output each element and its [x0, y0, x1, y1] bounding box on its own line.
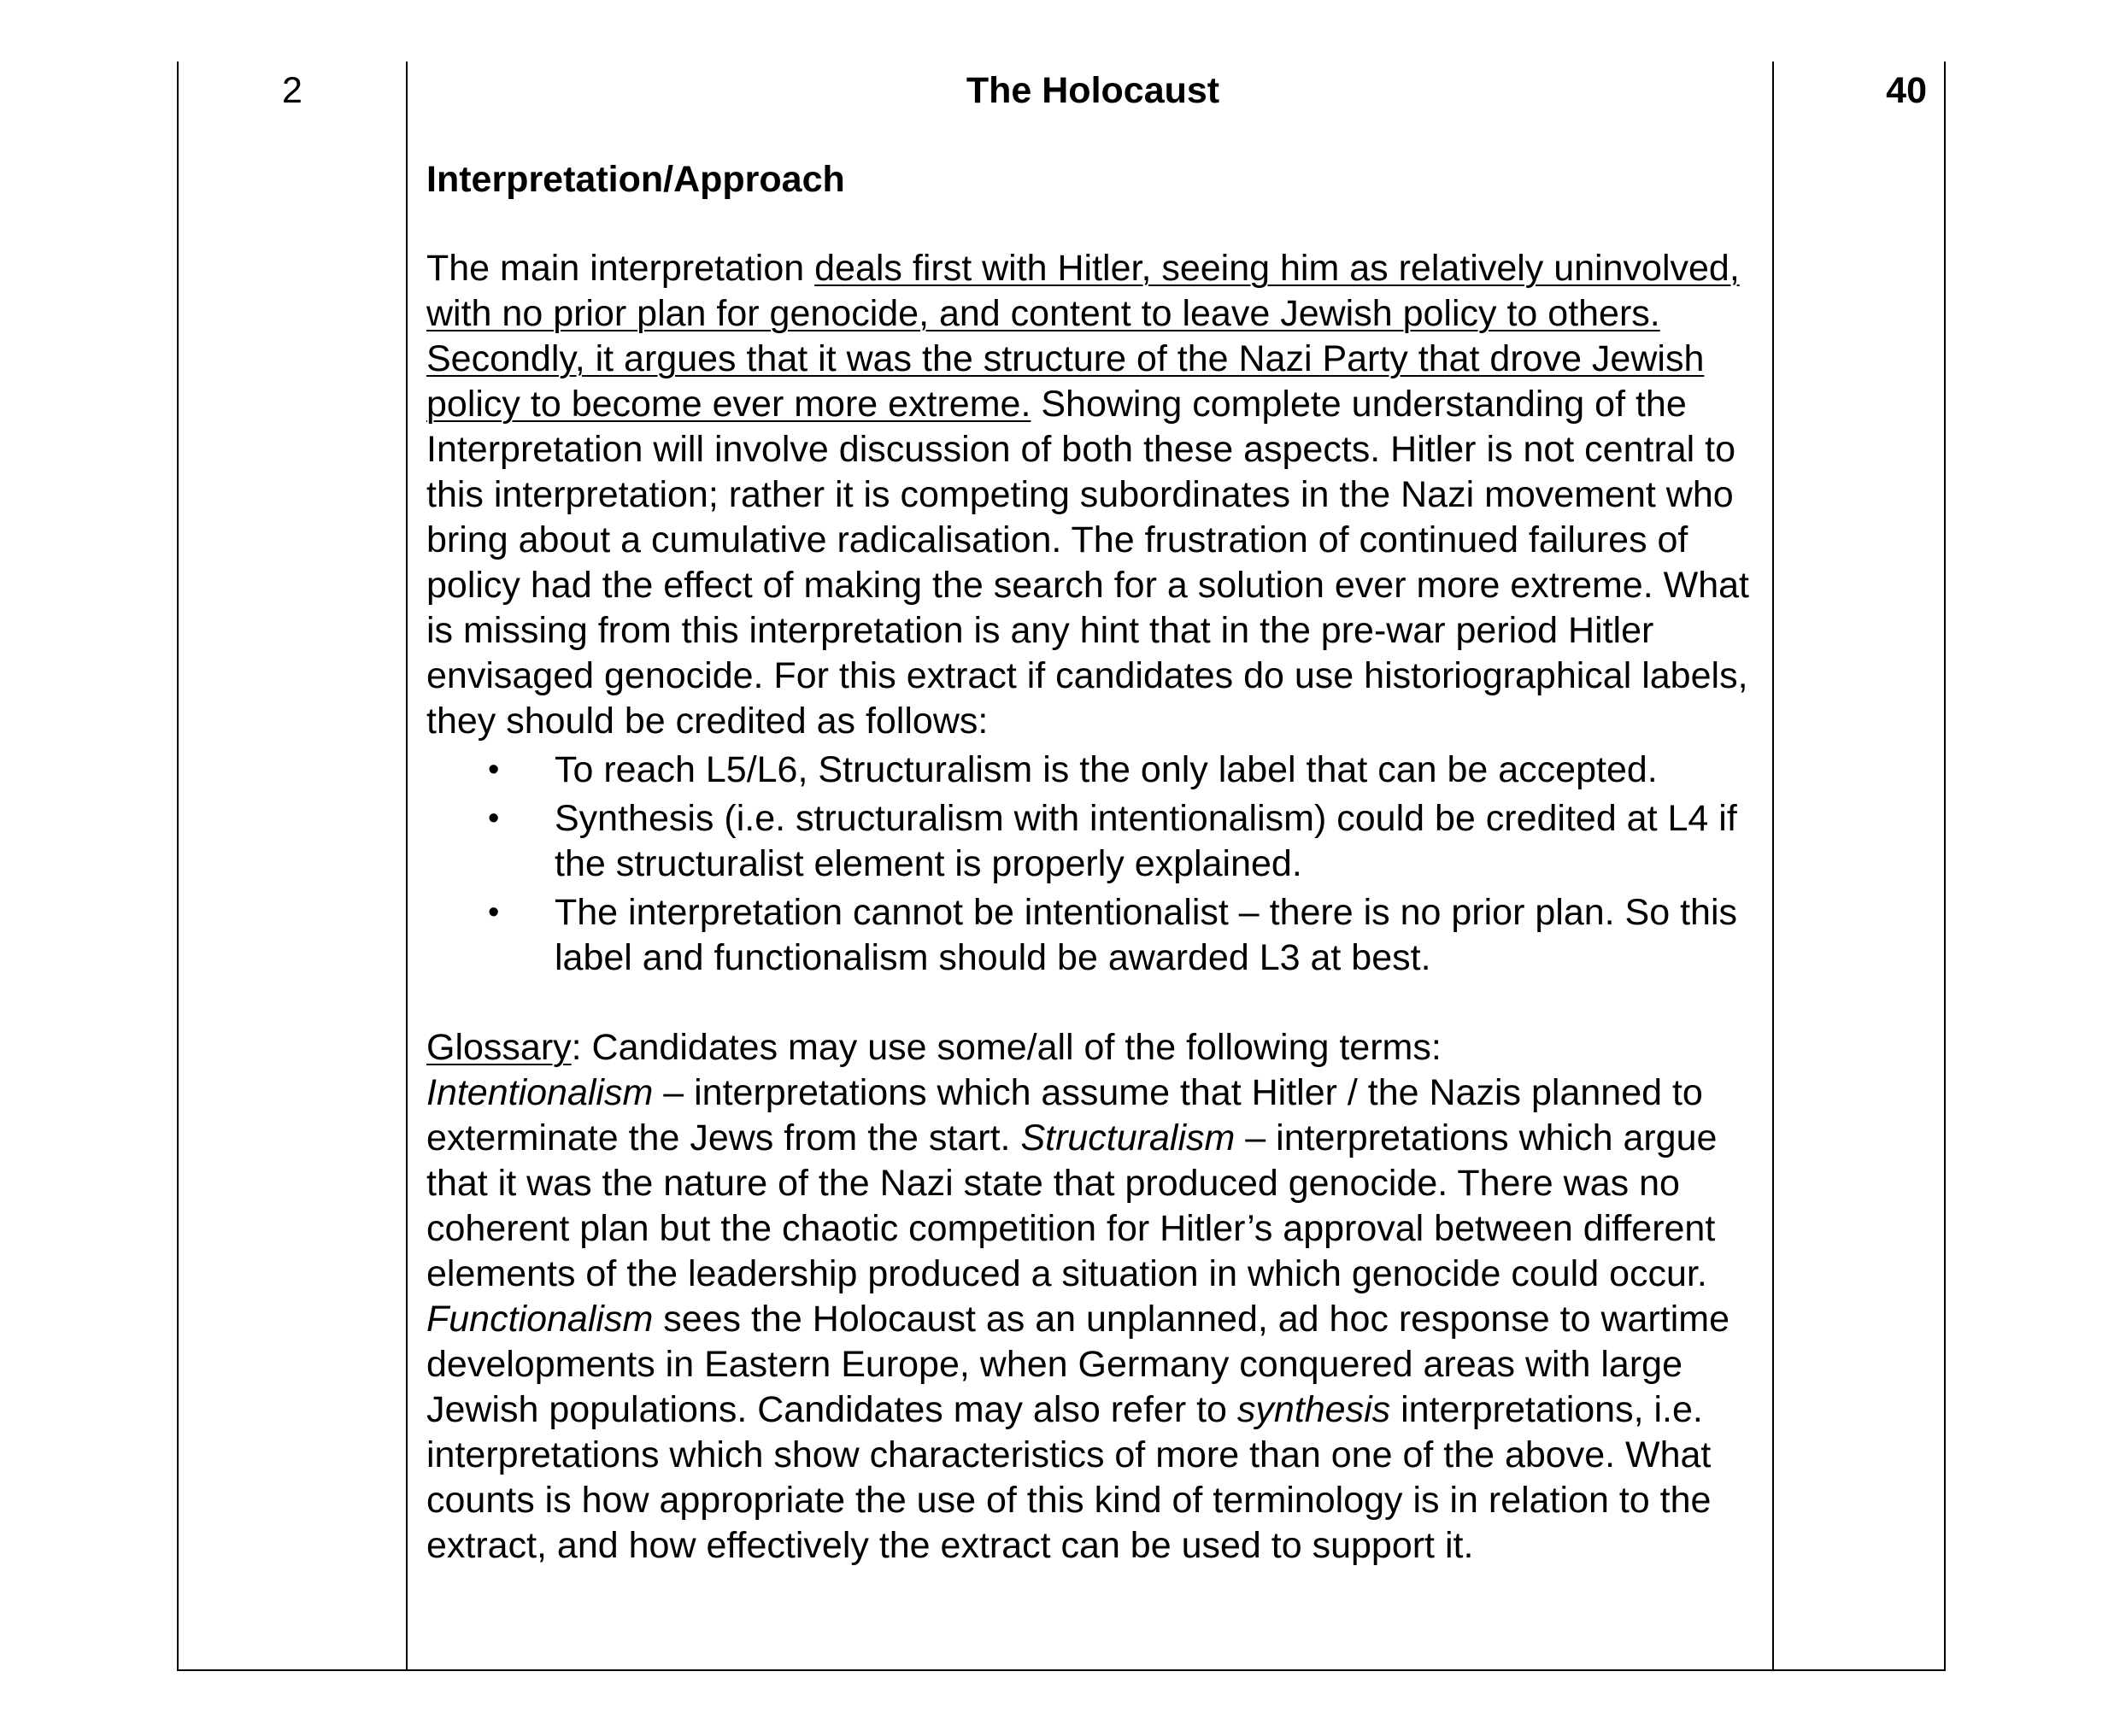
glossary-label: Glossary [426, 1027, 572, 1068]
question-number: 2 [282, 70, 302, 111]
marks-available: 40 [1886, 70, 1927, 111]
underlined-key-points: deals first with Hitler, seeing him as relatively uninvolved, with no prior plan for genocide, and content to leave Jewish policy to others. Secondly, it argues that it was the structure of the Nazi Party that drove Jewish policy to become ever more extreme. [426, 248, 1740, 425]
glossary-term-functionalism: Functionalism [426, 1299, 654, 1340]
interpretation-heading: Interpretation/Approach [426, 159, 845, 200]
bullet-icon: • [488, 752, 500, 788]
list-item [488, 748, 1759, 793]
column-divider-right [1772, 62, 1774, 1669]
list-item-text: Synthesis (i.e. structuralism with intentionalism) could be credited at L4 if the structuralist element is properly explained. [555, 798, 1737, 884]
glossary-paragraph [426, 1025, 1759, 1569]
section-title: The Holocaust [966, 70, 1220, 111]
markscheme-table [177, 62, 1946, 1671]
interpretation-paragraph [426, 246, 1759, 744]
list-item [488, 890, 1759, 981]
glossary-definition: sees the Holocaust as an unplanned, ad hoc response to wartime developments in Eastern Europe, when Germany conquered areas with large Jewish populations. Candidates may also refer to [426, 1299, 1729, 1430]
glossary-intro: : Candidates may use some/all of the following terms: [571, 1027, 1442, 1068]
paragraph-body: Showing complete understanding of the Interpretation will involve discussion of both these aspects. Hitler is not central to this interpretation; rather it is competing subordinates in the Nazi movement who bring about a cumulative radicalisation. The frustration of continued failures of policy had the effect of making the search for a solution ever more extreme. What is missing from this interpretation is any hint that in the pre-war period Hitler envisaged genocide. For this extract if candidates do use historiographical labels, they should be credited as follows: [426, 384, 1749, 742]
list-item-text: The interpretation cannot be intentionalist – there is no prior plan. So this label and functionalism should be awarded L3 at best. [555, 892, 1737, 978]
glossary-definition: interpretations, i.e. interpretations which show characteristics of more than one of the above. What counts is how appropriate the use of this kind of terminology is in relation to the extract, and how effectively the extract can be used to support it. [426, 1389, 1712, 1566]
label-credit-list [426, 748, 1759, 981]
glossary-term-intentionalism: Intentionalism [426, 1072, 654, 1113]
answer-content [426, 68, 1759, 1569]
glossary-definition: – interpretations which assume that Hitler / the Nazis planned to exterminate the Jews from the start. [426, 1072, 1703, 1158]
glossary-definition: – interpretations which argue that it was the nature of the Nazi state that produced genocide. There was no coherent plan but the chaotic competition for Hitler’s approval between different elements of the leadership produced a situation in which genocide could occur. [426, 1117, 1718, 1294]
bullet-icon: • [488, 801, 500, 836]
paragraph-lead: The main interpretation [426, 248, 815, 289]
bullet-icon: • [488, 894, 500, 930]
glossary-term-synthesis: synthesis [1236, 1389, 1391, 1430]
list-item [488, 796, 1759, 887]
glossary-term-structuralism: Structuralism [1020, 1117, 1236, 1158]
column-divider-left [406, 62, 408, 1669]
list-item-text: To reach L5/L6, Structuralism is the only label that can be accepted. [555, 749, 1658, 790]
